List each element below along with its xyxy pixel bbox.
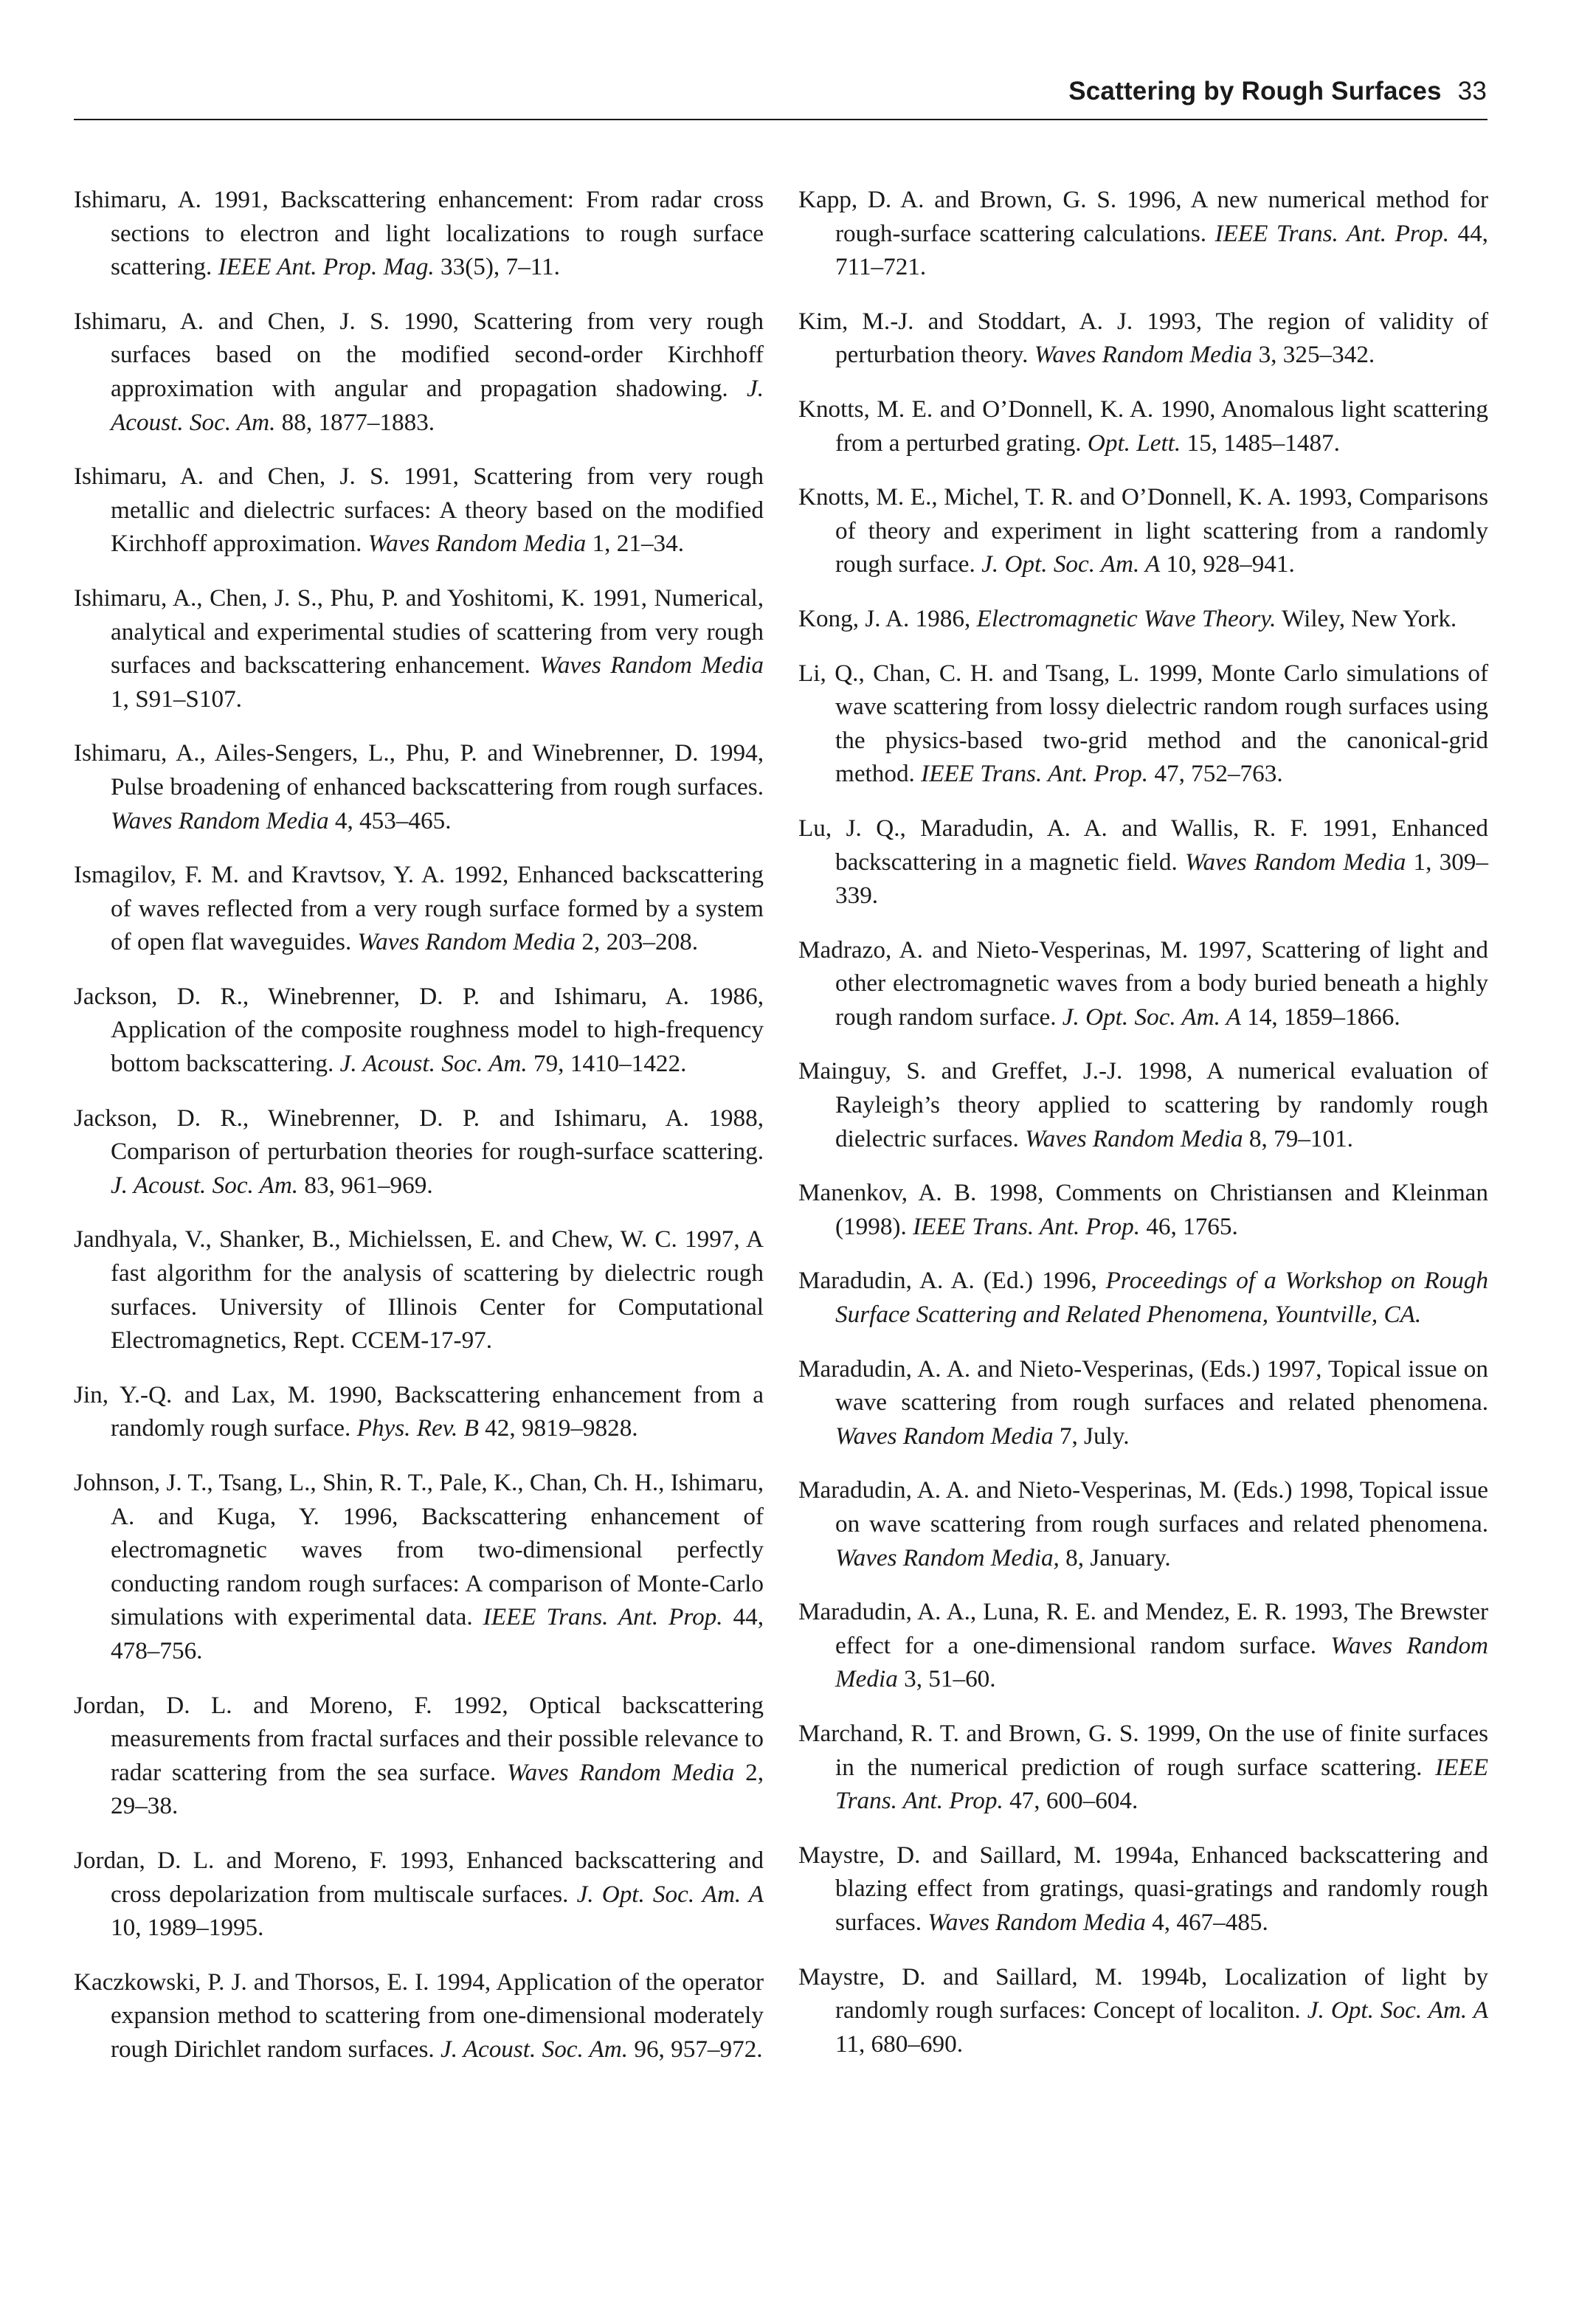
reference-text: 8, January. [1059,1543,1171,1571]
reference-text: 47, 752–763. [1148,760,1283,788]
reference-text: 3, 51–60. [897,1665,996,1693]
reference-source: Waves Random Media [927,1908,1146,1936]
reference-entry-li-chan-tsang-1999 [798,657,1488,791]
reference-text: 7, July. [1053,1422,1130,1450]
reference-entry-jackson-1986 [74,980,764,1081]
reference-source: J. Opt. Soc. Am. A [1062,1003,1241,1031]
reference-text: 79, 1410–1422. [527,1050,687,1078]
reference-entry-madrazo-nieto-vesperinas-1997 [798,933,1488,1034]
reference-entry-maradudin-1996 [798,1264,1488,1331]
reference-text: Mainguy, S. and Greffet, J.-J. 1998, A numerical evaluation of Rayleigh’s theory applied to scattering by randomly rough dielectric surfaces. [798,1057,1488,1152]
reference-entry-ismagilov-kravtsov-1992 [74,858,764,959]
reference-entry-maradudin-nieto-vesperinas-1998 [798,1473,1488,1574]
reference-entry-jordan-moreno-1992 [74,1689,764,1823]
reference-source: Proceedings of a Workshop on Rough Surface Scattering and Related Phenomena, Yountville, CA. [835,1267,1488,1329]
reference-text: 46, 1765. [1140,1212,1238,1240]
reference-text: 1, S91–S107. [111,685,242,713]
reference-source: Waves Random Media [1184,848,1406,876]
reference-text: 10, 1989–1995. [111,1914,264,1942]
running-head-title: Scattering by Rough Surfaces [1068,77,1442,106]
reference-text: Maradudin, A. A. (Ed.) 1996, [798,1267,1106,1295]
reference-entry-maradudin-luna-mendez-1993 [798,1595,1488,1696]
reference-source: Phys. Rev. B [356,1414,479,1442]
reference-text: Maradudin, A. A., Luna, R. E. and Mendez, E. R. 1993, The Brewster effect for a one-dimensional random surface. [798,1598,1488,1659]
reference-text: Maystre, D. and Saillard, M. 1994a, Enhanced backscattering and blazing effect from gratings, quasi-gratings and randomly rough surfaces. [798,1841,1488,1936]
reference-entry-maystre-saillard-1994a [798,1839,1488,1940]
reference-text: 8, 79–101. [1243,1124,1353,1152]
reference-entry-manenkov-1998 [798,1176,1488,1243]
reference-entry-kim-stoddart-1993 [798,305,1488,372]
reference-entry-johnson-1996 [74,1466,764,1668]
reference-text: 14, 1859–1866. [1240,1003,1400,1031]
reference-source: IEEE Trans. Ant. Prop. [483,1603,723,1631]
reference-text: 47, 600–604. [1003,1787,1139,1815]
reference-text: Kapp, D. A. and Brown, G. S. 1996, A new numerical method for rough-surface scattering calculations. [798,186,1488,247]
reference-entry-kaczkowski-thorsos-1994 [74,1965,764,2067]
reference-entry-ishimaru-ailes-sengers-1994 [74,736,764,837]
reference-text: Jandhyala, V., Shanker, B., Michielssen, E. and Chew, W. C. 1997, A fast algorithm for the analysis of scattering by dielectric rough surfaces. University of Illinois Center for Computational Electromagnetics, Rept. CCEM-17-97. [74,1225,764,1355]
reference-source: Waves Random Media, [835,1543,1060,1571]
reference-entry-knotts-odonnell-1990 [798,392,1488,460]
reference-text: Ishimaru, A. and Chen, J. S. 1990, Scattering from very rough surfaces based on the modified second-order Kirchhoff approximation with angular and propagation shadowing. [74,307,764,402]
reference-source: IEEE Trans. Ant. Prop. [913,1212,1141,1240]
reference-text: Knotts, M. E., Michel, T. R. and O’Donnell, K. A. 1993, Comparisons of theory and experiment in light scattering from a randomly rough surface. [798,483,1488,578]
reference-entry-jackson-1988 [74,1102,764,1203]
reference-text: Jackson, D. R., Winebrenner, D. P. and Ishimaru, A. 1988, Comparison of perturbation theories for rough-surface scattering. [74,1104,764,1166]
reference-entry-jordan-moreno-1993 [74,1844,764,1945]
reference-source: J. Acoust. Soc. Am. [111,1171,299,1199]
reference-source: Electromagnetic Wave Theory. [976,604,1276,632]
reference-text: 83, 961–969. [298,1171,433,1199]
reference-column-left [74,183,764,2087]
reference-text: Knotts, M. E. and O’Donnell, K. A. 1990, Anomalous light scattering from a perturbed grating. [798,395,1488,457]
reference-text: 4, 467–485. [1145,1908,1268,1936]
reference-text: Wiley, New York. [1276,604,1457,632]
reference-text: Lu, J. Q., Maradudin, A. A. and Wallis, R. F. 1991, Enhanced backscattering in a magnetic field. [798,814,1488,876]
reference-source: Waves Random Media [367,530,587,558]
page-number: 33 [1457,77,1487,106]
reference-text: Madrazo, A. and Nieto-Vesperinas, M. 1997, Scattering of light and other electromagnetic waves from a body buried beneath a highly rough random surface. [798,936,1488,1031]
reference-text: Johnson, J. T., Tsang, L., Shin, R. T., Pale, K., Chan, Ch. H., Ishimaru, A. and Kuga, Y. 1996, Backscattering enhancement of electromagnetic waves from two-dimensional perfectly conducting random rough surfaces: A comparison of Monte-Carlo simulations with experimental data. [74,1469,764,1631]
reference-source: Waves Random Media [835,1422,1054,1450]
reference-text: Maradudin, A. A. and Nieto-Vesperinas, (Eds.) 1997, Topical issue on wave scattering from rough surfaces and related phenomena. [798,1355,1488,1417]
reference-source: Waves Random Media [1025,1124,1243,1152]
reference-text: Li, Q., Chan, C. H. and Tsang, L. 1999, Monte Carlo simulations of wave scattering from lossy dielectric random rough surfaces using the physics-based two-grid method and the canonical-grid method. [798,659,1488,788]
reference-source: IEEE Trans. Ant. Prop. [921,760,1149,788]
reference-source: IEEE Trans. Ant. Prop. [835,1753,1488,1815]
reference-entry-jin-lax-1990 [74,1378,764,1445]
reference-source: Waves Random Media [835,1631,1489,1693]
reference-source: Opt. Lett. [1087,429,1181,457]
reference-source: J. Acoust. Soc. Am. [111,374,764,436]
reference-entry-maradudin-nieto-vesperinas-1997 [798,1352,1488,1453]
reference-text: Ishimaru, A., Chen, J. S., Phu, P. and Yoshitomi, K. 1991, Numerical, analytical and experimental studies of scattering from very rough surfaces and backscattering enhancement. [74,584,764,679]
reference-text: 4, 453–465. [328,806,452,834]
reference-text: Kim, M.-J. and Stoddart, A. J. 1993, The region of validity of perturbation theory. [798,307,1488,369]
reference-text: 44, 478–756. [111,1603,764,1664]
reference-text: 10, 928–941. [1160,550,1295,578]
reference-source: J. Acoust. Soc. Am. [339,1050,528,1078]
reference-text: 11, 680–690. [835,2030,964,2058]
reference-text: Kaczkowski, P. J. and Thorsos, E. I. 1994, Application of the operator expansion method to scattering from one-dimensional moderately rough Dirichlet random surfaces. [74,1968,764,2063]
reference-text: 15, 1485–1487. [1181,429,1340,457]
reference-source: Waves Random Media [507,1758,735,1786]
reference-text: Ismagilov, F. M. and Kravtsov, Y. A. 1992, Enhanced backscattering of waves reflected from a very rough surface formed by a system of open flat waveguides. [74,861,764,956]
reference-entry-kapp-brown-1996 [798,183,1488,284]
reference-text: 44, 711–721. [835,219,1488,281]
reference-entry-jandhyala-1997 [74,1222,764,1357]
reference-entry-ishimaru-chen-1990 [74,305,764,439]
reference-text: 96, 957–972. [628,2035,763,2063]
reference-source: Waves Random Media [539,651,764,679]
reference-text: Ishimaru, A., Ailes-Sengers, L., Phu, P. and Winebrenner, D. 1994, Pulse broadening of enhanced backscattering from rough surfaces. [74,739,764,800]
running-head [1068,77,1487,106]
reference-source: IEEE Trans. Ant. Prop. [1215,219,1450,247]
reference-source: Waves Random Media [111,806,329,834]
reference-source: J. Acoust. Soc. Am. [440,2035,629,2063]
reference-text: 33(5), 7–11. [434,253,560,281]
reference-entry-maystre-saillard-1994b [798,1960,1488,2061]
reference-source: Waves Random Media [357,928,576,956]
reference-text: 1, 309–339. [835,848,1488,910]
reference-entry-lu-maradudin-wallis-1991 [798,812,1488,913]
reference-entry-kong-1986 [798,602,1488,636]
reference-text: Ishimaru, A. and Chen, J. S. 1991, Scattering from very rough metallic and dielectric surfaces: A theory based on the modified Kirchhoff approximation. [74,463,764,558]
reference-source: J. Opt. Soc. Am. A [576,1880,764,1908]
reference-source: J. Opt. Soc. Am. A [981,550,1161,578]
reference-entry-ishimaru-chen-1991 [74,460,764,561]
reference-entry-marchand-brown-1999 [798,1717,1488,1818]
reference-text: 1, 21–34. [586,530,685,558]
reference-text: Manenkov, A. B. 1998, Comments on Christiansen and Kleinman (1998). [798,1179,1488,1240]
reference-text: Jackson, D. R., Winebrenner, D. P. and Ishimaru, A. 1986, Application of the composite roughness model to high-frequency bottom backscattering. [74,982,764,1078]
reference-entry-knotts-michel-odonnell-1993 [798,480,1488,581]
reference-text: 88, 1877–1883. [275,408,435,436]
reference-entry-ishimaru-1991a [74,183,764,284]
reference-source: J. Opt. Soc. Am. A [1307,1996,1488,2024]
reference-text: Jordan, D. L. and Moreno, F. 1993, Enhanced backscattering and cross depolarization from multiscale surfaces. [74,1846,764,1908]
reference-text: Jin, Y.-Q. and Lax, M. 1990, Backscattering enhancement from a randomly rough surface. [74,1380,764,1442]
reference-source: Waves Random Media [1034,341,1253,369]
reference-text: Maradudin, A. A. and Nieto-Vesperinas, M. (Eds.) 1998, Topical issue on wave scattering from rough surfaces and related phenomena. [798,1476,1488,1538]
reference-text: Kong, J. A. 1986, [798,604,977,632]
reference-text: 2, 29–38. [111,1758,764,1820]
reference-text: 3, 325–342. [1252,341,1375,369]
reference-text: 42, 9819–9828. [478,1414,638,1442]
header-rule [74,119,1488,120]
reference-entry-mainguy-greffet-1998 [798,1054,1488,1155]
reference-text: Ishimaru, A. 1991, Backscattering enhancement: From radar cross sections to electron and light localizations to rough surface scattering. [74,186,764,281]
reference-text: Jordan, D. L. and Moreno, F. 1992, Optical backscattering measurements from fractal surfaces and their possible relevance to radar scattering from the sea surface. [74,1691,764,1786]
reference-text: Marchand, R. T. and Brown, G. S. 1999, On the use of finite surfaces in the numerical prediction of rough surface scattering. [798,1719,1488,1781]
reference-entry-ishimaru-chen-phu-yoshitomi-1991 [74,581,764,716]
reference-column-right [798,183,1488,2081]
reference-source: IEEE Ant. Prop. Mag. [218,253,435,281]
reference-text: Maystre, D. and Saillard, M. 1994b, Localization of light by randomly rough surfaces: Concept of localiton. [798,1962,1488,2024]
reference-text: 2, 203–208. [576,928,699,956]
